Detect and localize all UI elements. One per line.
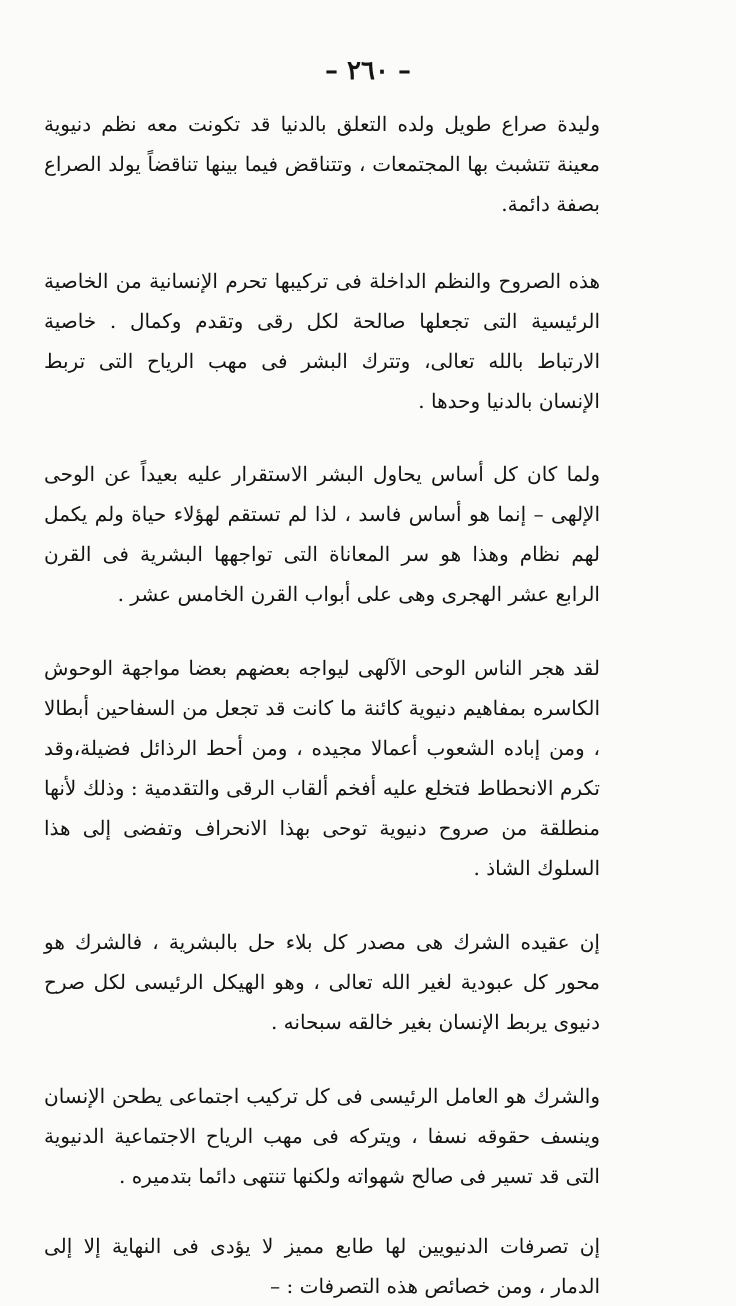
paragraph-6: والشرك هو العامل الرئيسى فى كل تركيب اجتماعى يطحن الإنسان وينسف حقوقه نسفا ، ويتركه فى مهب الرياح الاجتماعية الدنيوية التى قد تسير فى صالح شهواته ولكنها تنتهى دائما بتدميره .: [44, 1084, 600, 1188]
paragraph-1: وليدة صراع طويل ولده التعلق بالدنيا قد تكونت معه نظم دنيوية معينة تتشبث بها المجتمعات ، وتتناقض فيما بينها تناقضاً يولد الصراع بصفة دائمة.: [44, 112, 600, 216]
paragraph-4: لقد هجر الناس الوحى الآلهى ليواجه بعضهم بعضا مواجهة الوحوش الكاسره بمفاهيم دنيوية كائنة ما كانت قد تجعل من السفاحين أبطالا ، ومن إباده الشعوب أعمالا مجيده ، ومن أحط الرذائل فضيلة،وقد تكرم الانحطاط فتخلع عليه أفخم ألقاب الرقى والتقدمية : وذلك لأنها منطلقة من صروح دنيوية توحى بهذا الانحراف وتفضى إلى هذا السلوك الشاذ .: [44, 656, 600, 880]
paragraph-5: إن عقيده الشرك هى مصدر كل بلاء حل بالبشرية ، فالشرك هو محور كل عبودية لغير الله تعالى ، وهو الهيكل الرئيسى لكل صرح دنيوى يربط الإنسان بغير خالقه سبحانه .: [44, 930, 600, 1034]
page-number: – ٢٦٠ –: [324, 56, 412, 86]
paragraph-7: إن تصرفات الدنيويين لها طابع مميز لا يؤدى فى النهاية إلا إلى الدمار ، ومن خصائص هذه التصرفات : –: [44, 1234, 600, 1298]
body-text: [44, 104, 600, 1306]
paragraph-3: ولما كان كل أساس يحاول البشر الاستقرار عليه بعيداً عن الوحى الإلهى – إنما هو أساس فاسد ، لذا لم تستقم لهؤلاء حياة ولم يكمل لهم نظام وهذا هو سر المعاناة التى تواجهها البشرية فى القرن الرابع عشر الهجرى وهى على أبواب القرن الخامس عشر .: [44, 462, 600, 606]
paragraph-2: هذه الصروح والنظم الداخلة فى تركيبها تحرم الإنسانية من الخاصية الرئيسية التى تجعلها صالحة لكل رقى وتقدم وكمال . خاصية الارتباط بالله تعالى، وتترك البشر فى مهب الرياح التى تربط الإنسان بالدنيا وحدها .: [44, 269, 600, 413]
